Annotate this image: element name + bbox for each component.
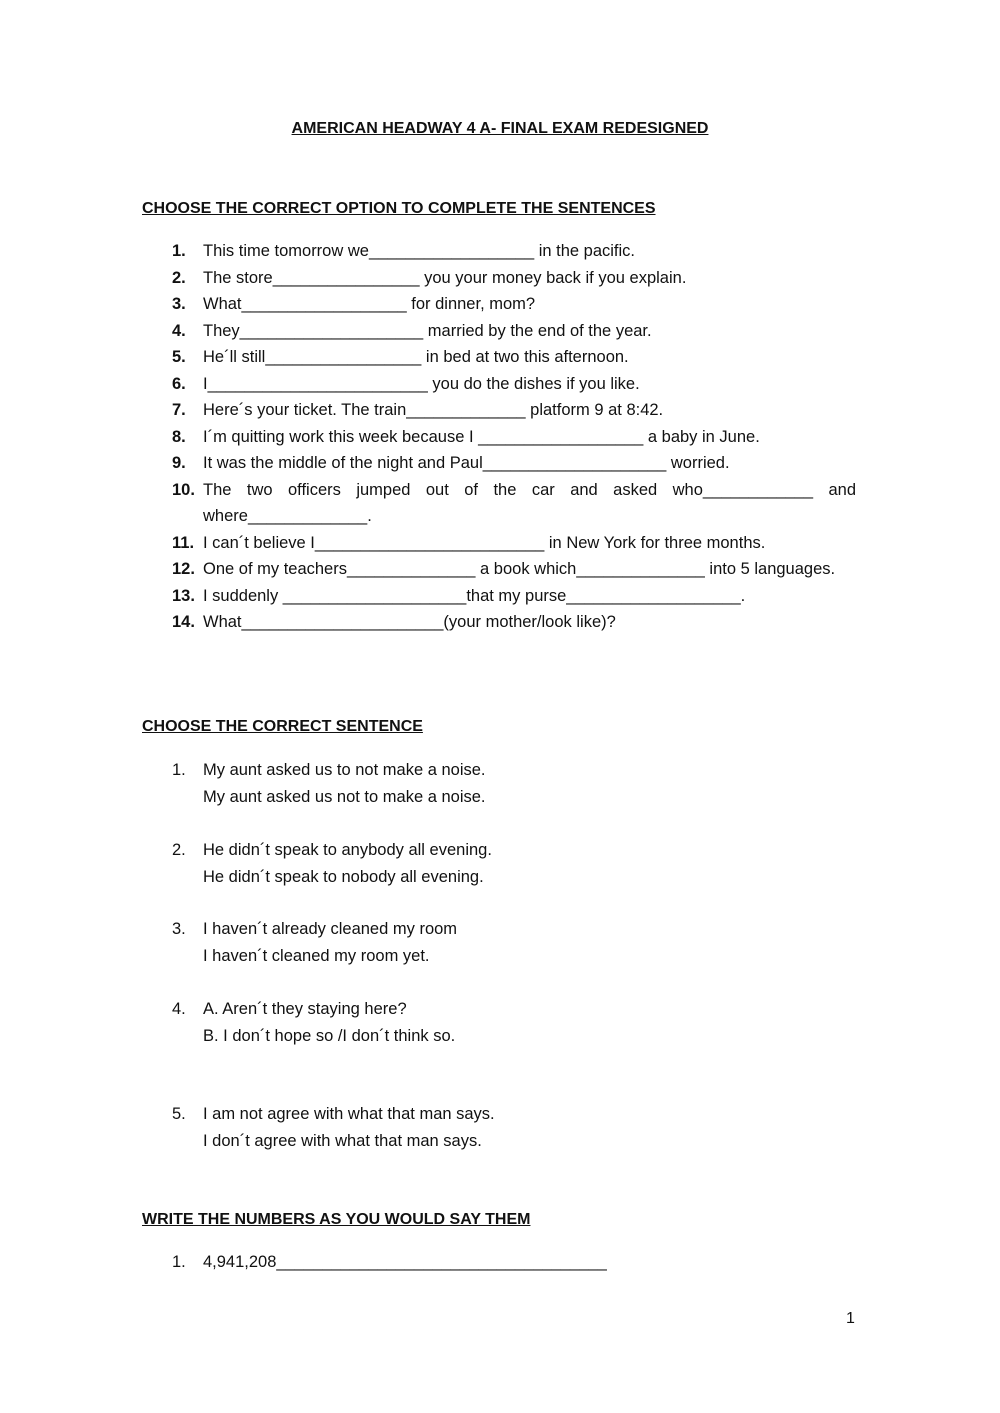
item-number: 7. — [172, 401, 186, 419]
list-item — [142, 556, 856, 583]
item-number: 5. — [172, 348, 186, 366]
section-heading-correct-sentence: CHOOSE THE CORRECT SENTENCE — [142, 718, 423, 735]
list-item — [142, 265, 856, 292]
item-number: 6. — [172, 374, 186, 393]
item-number: 12. — [172, 560, 195, 578]
list-item — [142, 477, 856, 530]
exam-title: AMERICAN HEADWAY 4 A- FINAL EXAM REDESIGNED — [291, 120, 709, 137]
list-item — [142, 450, 856, 477]
item-number: 4. — [172, 1000, 186, 1018]
list-item — [142, 424, 856, 451]
item-number: 2. — [172, 268, 186, 287]
item-number: 4. — [172, 321, 186, 340]
item-text: One of my teachers______________ a book which______________ into 5 languages. — [203, 560, 836, 578]
option-b: He didn´t speak to nobody all evening. — [203, 867, 484, 886]
option-a: I am not agree with what that man says. — [203, 1105, 495, 1123]
correct-sentence-item-5 — [142, 1101, 856, 1154]
option-b: B. I don´t hope so /I don´t think so. — [203, 1026, 456, 1045]
list-item — [142, 757, 856, 810]
list-item — [142, 996, 856, 1049]
item-text: The two officers jumped out of the car and asked who____________ and where_____________. — [203, 480, 856, 525]
item-text: This time tomorrow we__________________ in the pacific. — [203, 242, 636, 260]
item-text: I________________________ you do the dishes if you like. — [203, 374, 640, 393]
page-number: 1 — [846, 1310, 855, 1327]
item-text: It was the middle of the night and Paul____________________ worried. — [203, 454, 730, 472]
list-item — [142, 318, 856, 345]
item-number: 9. — [172, 454, 186, 472]
option-a: My aunt asked us to not make a noise. — [203, 761, 486, 779]
item-number: 3. — [172, 920, 186, 938]
item-number: 13. — [172, 586, 195, 605]
item-text: I suddenly ____________________that my purse___________________. — [203, 586, 746, 605]
item-number: 14. — [172, 613, 195, 631]
list-item — [142, 291, 856, 318]
item-number: 2. — [172, 841, 186, 859]
option-a: A. Aren´t they staying here? — [203, 1000, 407, 1018]
list-item — [142, 609, 856, 636]
option-b: I haven´t cleaned my room yet. — [203, 946, 430, 965]
correct-sentence-item-1 — [142, 757, 856, 810]
item-number: 1. — [172, 242, 186, 260]
complete-sentences-list — [142, 238, 856, 636]
write-numbers-list — [142, 1249, 856, 1276]
item-text: The store________________ you your money back if you explain. — [203, 268, 687, 287]
item-text: They____________________ married by the end of the year. — [203, 321, 652, 340]
option-b: My aunt asked us not to make a noise. — [203, 787, 486, 806]
section-heading-complete-sentences: CHOOSE THE CORRECT OPTION TO COMPLETE THE SENTENCES — [142, 200, 656, 217]
item-number: 1. — [172, 1253, 186, 1271]
section-heading-write-numbers: WRITE THE NUMBERS AS YOU WOULD SAY THEM — [142, 1211, 531, 1228]
list-item — [142, 916, 856, 969]
item-text: 4,941,208____________________________________ — [203, 1253, 607, 1271]
list-item — [142, 371, 856, 398]
item-text: I´m quitting work this week because I __________________ a baby in June. — [203, 427, 760, 446]
item-text: He´ll still_________________ in bed at two this afternoon. — [203, 348, 629, 366]
list-item — [142, 837, 856, 890]
item-number: 3. — [172, 295, 186, 313]
item-text: What__________________ for dinner, mom? — [203, 295, 536, 313]
option-a: I haven´t already cleaned my room — [203, 920, 458, 938]
list-item — [142, 583, 856, 610]
item-number: 11. — [172, 533, 195, 552]
correct-sentence-item-2 — [142, 837, 856, 890]
item-text: I can´t believe I_________________________ in New York for three months. — [203, 533, 766, 552]
item-text: What______________________(your mother/look like)? — [203, 613, 616, 631]
list-item — [142, 397, 856, 424]
item-number: 10. — [172, 480, 195, 499]
list-item — [142, 530, 856, 557]
item-text: Here´s your ticket. The train_____________ platform 9 at 8:42. — [203, 401, 664, 419]
correct-sentence-item-4 — [142, 996, 856, 1049]
list-item — [142, 344, 856, 371]
item-number: 8. — [172, 427, 186, 446]
item-number: 5. — [172, 1105, 186, 1123]
list-item — [142, 1249, 856, 1276]
option-b: I don´t agree with what that man says. — [203, 1131, 482, 1150]
list-item — [142, 238, 856, 265]
item-number: 1. — [172, 761, 186, 779]
option-a: He didn´t speak to anybody all evening. — [203, 841, 492, 859]
list-item — [142, 1101, 856, 1154]
correct-sentence-item-3 — [142, 916, 856, 969]
